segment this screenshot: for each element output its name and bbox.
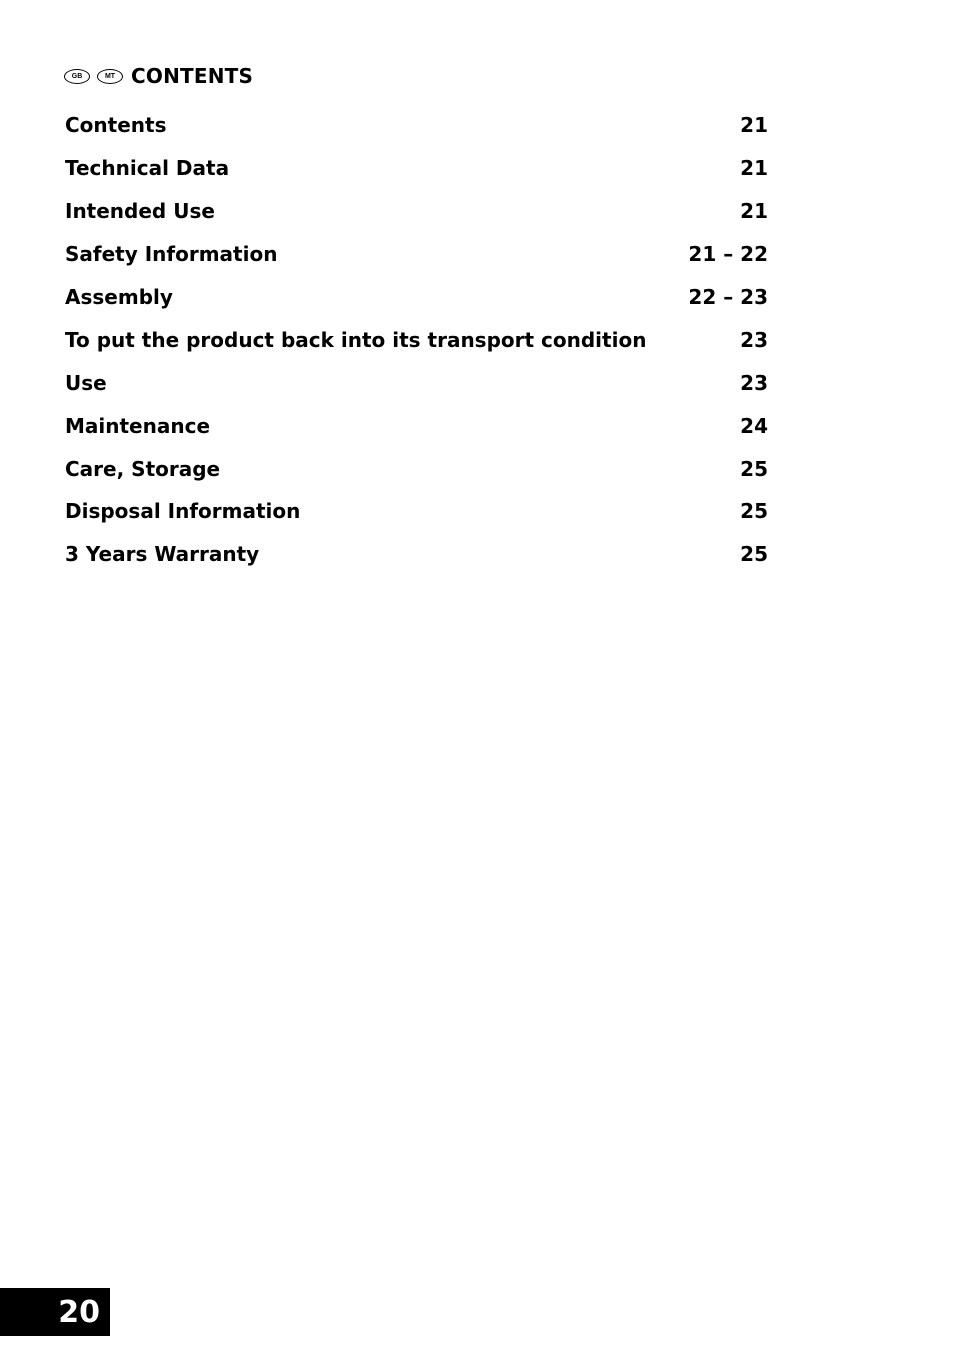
toc-item-title: Assembly [65,285,173,309]
page-title: CONTENTS [131,64,254,88]
table-of-contents [65,104,768,576]
toc-item-title: Technical Data [65,156,230,181]
toc-item-title: 3 Years Warranty [65,542,260,567]
toc-item-page: 22 – 23 [688,285,768,309]
toc-item-page: 25 [740,499,768,524]
toc-item-page: 21 – 22 [688,242,768,267]
language-badge-gb: GB [64,69,90,84]
toc-item-use[interactable] [65,361,768,404]
toc-item-assembly[interactable] [65,276,768,319]
toc-item-title: Care, Storage [65,456,221,481]
toc-item-title: Disposal Information [65,499,301,524]
toc-item-page: 21 [740,113,768,138]
toc-item-contents[interactable] [65,104,768,147]
toc-item-title: Contents [65,113,167,138]
toc-item-title: Safety Information [65,242,278,267]
toc-item-title: Intended Use [65,199,215,224]
page-number-badge: 20 [0,1288,110,1336]
toc-item-disposal-information[interactable] [65,490,768,533]
toc-item-page: 25 [740,542,768,567]
toc-item-care-storage[interactable] [65,447,768,490]
toc-item-technical-data[interactable] [65,147,768,190]
toc-item-transport-condition[interactable] [65,318,768,361]
section-header [64,62,253,90]
toc-item-page: 23 [740,327,768,352]
toc-item-safety-information[interactable] [65,233,768,276]
language-badge-mt: MT [97,69,123,84]
toc-item-page: 24 [740,413,768,438]
toc-item-page: 25 [740,456,768,481]
toc-item-warranty[interactable] [65,533,768,576]
toc-item-title: Use [65,370,107,395]
toc-item-maintenance[interactable] [65,404,768,447]
toc-item-title: To put the product back into its transport condition [65,327,647,352]
toc-item-title: Maintenance [65,413,211,438]
toc-item-intended-use[interactable] [65,190,768,233]
toc-item-page: 21 [740,156,768,181]
toc-item-page: 23 [740,370,768,395]
toc-item-page: 21 [740,199,768,224]
